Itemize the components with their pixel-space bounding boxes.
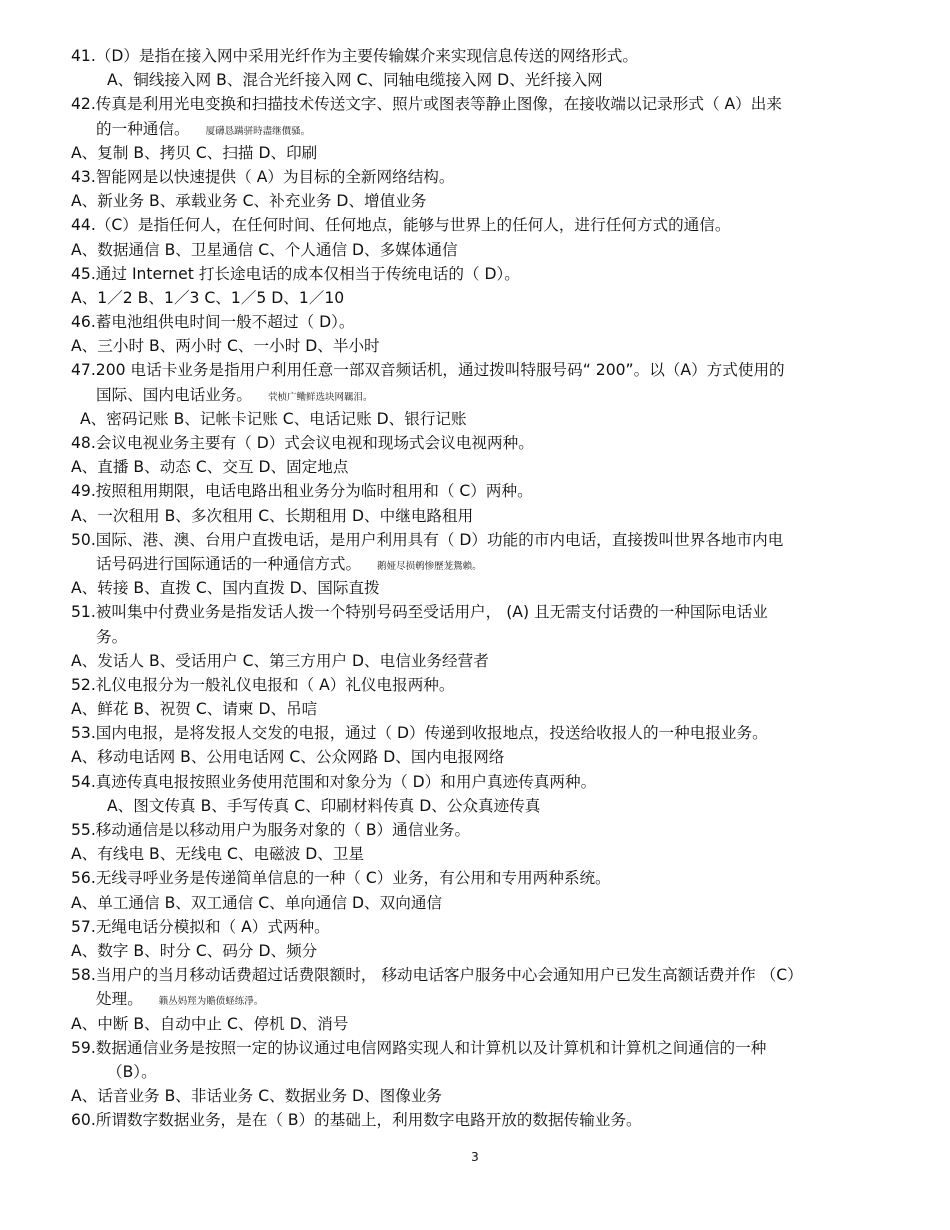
- line-text: 的一种通信。: [96, 119, 190, 138]
- line-text: 45.通过 Internet 打长途电话的成本仅相当于传统电话的（ D）。: [71, 264, 520, 283]
- line-text: A、单工通信 B、双工通信 C、单向通信 D、双向通信: [71, 893, 443, 912]
- options-line: [0, 504, 950, 528]
- continuation-line: [0, 625, 950, 649]
- line-text: 60.所谓数字数据业务，是在（ B）的基础上，利用数字电路开放的数据传输业务。: [71, 1111, 642, 1130]
- line-text: A、复制 B、拷贝 C、扫描 D、印刷: [71, 143, 318, 162]
- options-line: [0, 842, 950, 866]
- line-text: 52.礼仪电报分为一般礼仪电报和（ A）礼仪电报两种。: [71, 675, 455, 694]
- continuation-line: [0, 987, 950, 1011]
- line-text: A、移动电话网 B、公用电话网 C、公众网路 D、国内电报网络: [71, 748, 505, 767]
- options-line: [0, 576, 950, 600]
- question-line: [0, 673, 950, 697]
- question-line: [0, 165, 950, 189]
- options-line: [0, 697, 950, 721]
- watermark-note: 鹅娅尽损鹌惨歷茏鴛賴。: [377, 560, 482, 572]
- line-text: 55.移动通信是以移动用户为服务对象的（ B）通信业务。: [71, 821, 471, 839]
- line-text: A、图文传真 B、手写传真 C、印刷材料传真 D、公众真迹传真: [107, 796, 541, 815]
- options-line: [0, 939, 950, 963]
- options-line: [0, 68, 950, 92]
- options-line: [0, 238, 950, 262]
- line-text: 44.（C）是指任何人，在任何时间、任何地点，能够与世界上的任何人，进行任何方式的通信。: [71, 216, 731, 235]
- question-line: [0, 818, 950, 842]
- line-text: 43.智能网是以快速提供（ A）为目标的全新网络结构。: [71, 167, 455, 186]
- line-text: A、转接 B、直拨 C、国内直拨 D、国际直拨: [71, 579, 380, 598]
- options-line: [0, 745, 950, 769]
- line-text: A、鲜花 B、祝贺 C、请柬 D、吊唁: [71, 700, 318, 719]
- line-text: 54.真迹传真电报按照业务使用范围和对象分为（ D）和用户真迹传真两种。: [71, 772, 597, 791]
- line-text: 53.国内电报，是将发报人交发的电报，通过（ D）传递到收报地点，投送给收报人的一种电报业务。: [71, 724, 768, 743]
- question-line: [0, 963, 950, 987]
- line-text: 57.无绳电话分模拟和（ A）式两种。: [71, 917, 330, 936]
- line-text: A、新业务 B、承载业务 C、补充业务 D、增值业务: [71, 192, 427, 211]
- line-text: 48.会议电视业务主要有（ D）式会议电视和现场式会议电视两种。: [71, 434, 534, 452]
- line-text: 46.蓄电池组供电时间一般不超过（ D）。: [71, 313, 355, 332]
- question-line: [0, 310, 950, 334]
- question-line: [0, 92, 950, 116]
- page-number: 3: [471, 1150, 479, 1164]
- question-line: [0, 866, 950, 890]
- question-line: [0, 1108, 950, 1132]
- continuation-line: [0, 383, 950, 407]
- line-text: 务。: [96, 627, 128, 646]
- question-line: [0, 431, 950, 455]
- options-line: [0, 189, 950, 213]
- line-text: 56.无线寻呼业务是传递简单信息的一种（ C）业务，有公用和专用两种系统。: [71, 869, 611, 888]
- line-text: 处理。: [96, 990, 143, 1009]
- line-text: A、有线电 B、无线电 C、电磁波 D、卫星: [71, 845, 365, 864]
- line-text: A、一次租用 B、多次租用 C、长期租用 D、中继电路租用: [71, 506, 474, 525]
- line-text: （B）。: [107, 1062, 157, 1081]
- line-text: A、发话人 B、受话用户 C、第三方用户 D、电信业务经营者: [71, 651, 489, 670]
- question-line: [0, 479, 950, 503]
- line-text: A、1／2 B、1／3 C、1／5 D、1／10: [71, 288, 345, 307]
- line-text: A、铜线接入网 B、混合光纤接入网 C、同轴电缆接入网 D、光纤接入网: [107, 71, 603, 90]
- line-text: A、数字 B、时分 C、码分 D、频分: [71, 941, 318, 960]
- question-line: [0, 1036, 950, 1060]
- line-text: A、话音业务 B、非话业务 C、数据业务 D、图像业务: [71, 1087, 443, 1106]
- line-text: 51.被叫集中付费业务是指发话人拨一个特别号码至受话用户， (A) 且无需支付话费的一种国际电话业: [71, 603, 768, 622]
- line-text: 59.数据通信业务是按照一定的协议通过电信网路实现人和计算机以及计算机和计算机之间通信的一种: [71, 1038, 767, 1057]
- watermark-note: 厦礴恳蹒骈時盡继價骚。: [205, 125, 311, 137]
- continuation-line: [0, 1060, 950, 1084]
- question-line: [0, 721, 950, 745]
- line-text: 国际、国内电话业务。: [96, 385, 252, 404]
- options-line: [0, 407, 950, 431]
- line-text: A、数据通信 B、卫星通信 C、个人通信 D、多媒体通信: [71, 240, 458, 259]
- options-line: [0, 794, 950, 818]
- options-line: [0, 891, 950, 915]
- options-line: [0, 286, 950, 310]
- options-line: [0, 141, 950, 165]
- line-text: A、密码记账 B、记帐卡记账 C、电话记账 D、银行记账: [80, 409, 467, 428]
- line-text: A、三小时 B、两小时 C、一小时 D、半小时: [71, 337, 380, 356]
- line-text: 50.国际、港、澳、台用户直拨电话，是用户利用具有（ D）功能的市内电话，直接拨叫世界各地市内电: [71, 530, 784, 549]
- watermark-note: 籟丛妈羥为贍偾蛏练淨。: [158, 996, 264, 1008]
- line-text: A、中断 B、自动中止 C、停机 D、消号: [71, 1014, 349, 1033]
- line-text: 49.按照租用期限，电话电路出租业务分为临时租用和（ C）两种。: [71, 482, 533, 501]
- line-text: 58.当用户的当月移动话费超过话费限额时， 移动电话客户服务中心会通知用户已发生高额话费并作 （C）: [71, 966, 803, 985]
- question-line: [0, 358, 950, 382]
- question-line: [0, 213, 950, 237]
- question-line: [0, 770, 950, 794]
- question-line: [0, 915, 950, 939]
- line-text: 42.传真是利用光电变换和扫描技术传送文字、照片或图表等静止图像，在接收端以记录形式（ A）出来: [71, 95, 782, 114]
- options-line: [0, 649, 950, 673]
- continuation-line: [0, 552, 950, 576]
- options-line: [0, 1012, 950, 1036]
- question-line: [0, 528, 950, 552]
- options-line: [0, 334, 950, 358]
- question-line: [0, 44, 950, 68]
- watermark-note: 茕桢广鳓鲜选块网羈泪。: [267, 391, 373, 403]
- line-text: A、直播 B、动态 C、交互 D、固定地点: [71, 458, 349, 477]
- continuation-line: [0, 117, 950, 141]
- options-line: [0, 1084, 950, 1108]
- options-line: [0, 455, 950, 479]
- question-list: [0, 44, 950, 1132]
- line-text: 41.（D）是指在接入网中采用光纤作为主要传输媒介来实现信息传送的网络形式。: [71, 47, 638, 65]
- question-line: [0, 262, 950, 286]
- line-text: 话号码进行国际通话的一种通信方式。: [96, 554, 362, 573]
- line-text: 47.200 电话卡业务是指用户利用任意一部双音频话机，通过拨叫特服号码“ 200”。以（A）方式使用的: [71, 361, 785, 380]
- question-line: [0, 600, 950, 624]
